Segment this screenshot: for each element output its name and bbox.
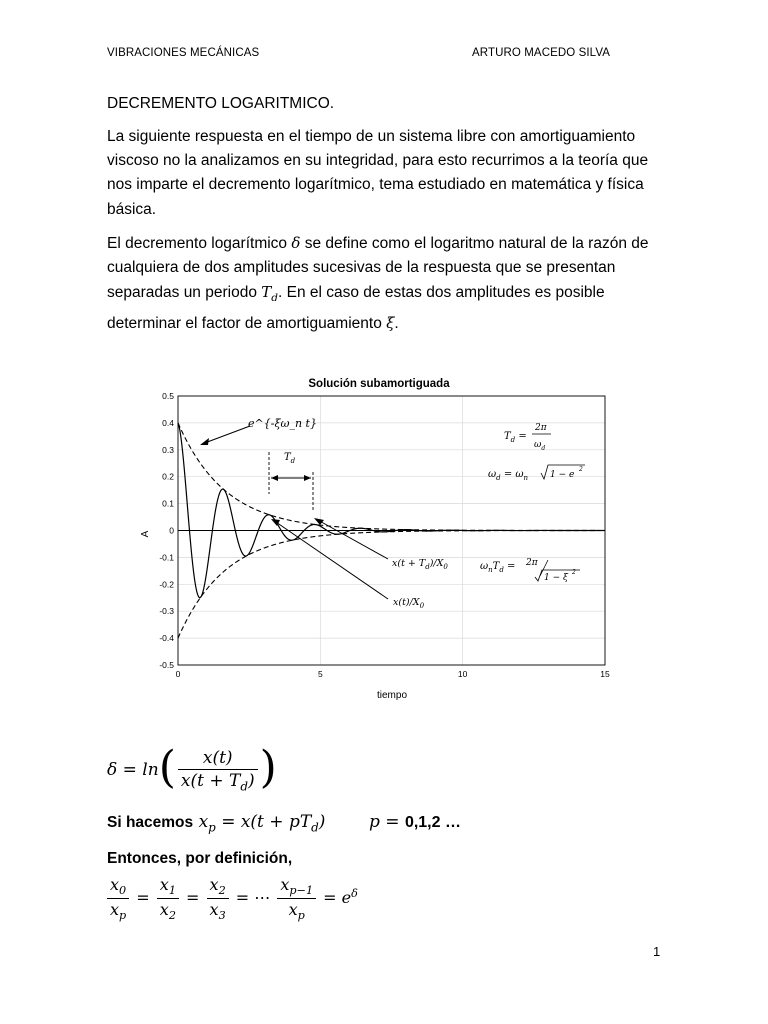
svg-text:ωnTd =: $\omega_nT_d$ = bbox=[480, 561, 516, 574]
equation-xp-definition: Si hacemos $x_p = x(t + pT_d)$ bbox=[107, 812, 326, 835]
y-tick-label: -0.2 bbox=[159, 579, 174, 590]
x-tick-label: 5 bbox=[317, 669, 323, 679]
svg-text:Td: $T_d$ bbox=[284, 452, 296, 465]
paragraph-1: La siguiente respuesta en el tiempo de un sistema libre con amortiguamiento viscoso no la analizamos en su integridad, para esto recurrimos a la teoría que nos imparte el decremento logarítmico, tema estudiado en matemática y física básica. bbox=[107, 128, 649, 218]
period-annotation bbox=[269, 452, 313, 512]
equation-log-decrement: δ = ln( $\frac{x(t)}{x(t + T_d)}$ ) bbox=[107, 742, 277, 794]
y-tick-label: -0.3 bbox=[159, 606, 174, 617]
x-tick-label: 0 bbox=[175, 669, 181, 679]
header-right: ARTURO MACEDO SILVA bbox=[472, 47, 611, 59]
page-number: 1 bbox=[653, 944, 661, 959]
y-tick-label: 0.4 bbox=[162, 417, 174, 428]
svg-text:x(t + Td)/X0: $x(t + T_d)/X_0$ bbox=[392, 558, 448, 571]
svg-text:2π: 2π bbox=[526, 558, 538, 568]
damped-response-chart bbox=[130, 372, 630, 707]
paragraph-2-part2: se define como el logaritmo natural de la razón de cualquiera de dos amplitudes sucesivas de la respuesta que se presentan separadas un periodo bbox=[107, 235, 649, 302]
xi-symbol: ξ bbox=[386, 313, 395, 332]
x-axis-label: tiempo bbox=[376, 690, 408, 701]
paragraph-2-part1: El decremento logarítmico bbox=[107, 235, 288, 252]
omega-td-formula bbox=[480, 558, 580, 583]
x-tick-label: 15 bbox=[600, 669, 610, 679]
svg-text:1 − ξ: 1 − ξ bbox=[544, 573, 568, 583]
svg-text:2π: 2π bbox=[535, 423, 547, 433]
td-symbol: $T_d$ bbox=[261, 283, 279, 305]
y-tick-label: -0.4 bbox=[159, 633, 174, 644]
equation-ratio-chain: $\frac{x_0}{x_p}$ = $\frac{x_1}{x_2}$ = $\frac{x_2}{x_3}$ = ⋯ $\frac{x_{p-1}}{x_p}$ = $e^\delta$ bbox=[105, 875, 358, 922]
xtTd-label bbox=[314, 518, 448, 571]
y-tick-labels bbox=[159, 391, 174, 670]
svg-text:1 − e: 1 − e bbox=[550, 470, 575, 480]
x-tick-labels bbox=[176, 669, 610, 679]
section-title: DECREMENTO LOGARITMICO. bbox=[107, 95, 335, 112]
x-tick-label: 10 bbox=[457, 669, 468, 679]
y-tick-label: -0.5 bbox=[159, 660, 174, 670]
y-tick-label: 0.3 bbox=[162, 444, 174, 455]
envelope-annotation bbox=[200, 417, 317, 445]
y-tick-label: 0 bbox=[169, 525, 174, 536]
td-formula bbox=[504, 423, 551, 452]
omega-d-formula bbox=[488, 465, 585, 482]
equation-p-values: p = 0,1,2 … bbox=[369, 812, 461, 832]
paragraph-2 bbox=[107, 231, 667, 336]
entonces-text: Entonces, por definición, bbox=[107, 850, 293, 867]
header-left: VIBRACIONES MECÁNICAS bbox=[107, 47, 260, 59]
svg-text:ωd = ωn: $\omega_d = \omega_n$ bbox=[488, 469, 529, 482]
chart-title: Solución subamortiguada bbox=[308, 378, 450, 390]
y-tick-label: -0.1 bbox=[159, 552, 174, 563]
delta-symbol: δ bbox=[291, 234, 301, 252]
svg-text:e^{-ξω_n t}: e^{-ξω_n t} bbox=[248, 417, 317, 430]
svg-text:2: 2 bbox=[572, 569, 576, 576]
y-axis-label: A bbox=[140, 530, 151, 538]
svg-text:ωd: $\omega_d$ bbox=[534, 440, 546, 452]
svg-text:Td =: $T_d$ = bbox=[504, 431, 527, 444]
svg-text:x(t)/X0: $x(t)/X_0$ bbox=[393, 597, 425, 610]
paragraph-2-part3: . En el caso de estas dos amplitudes es posible determinar el factor de amortiguamiento bbox=[107, 284, 605, 332]
y-tick-label: 0.1 bbox=[162, 498, 174, 509]
y-tick-label: 0.5 bbox=[162, 391, 174, 401]
svg-text:2: 2 bbox=[579, 466, 583, 473]
paragraph-2-end: . bbox=[394, 314, 399, 332]
y-tick-label: 0.2 bbox=[162, 471, 174, 482]
